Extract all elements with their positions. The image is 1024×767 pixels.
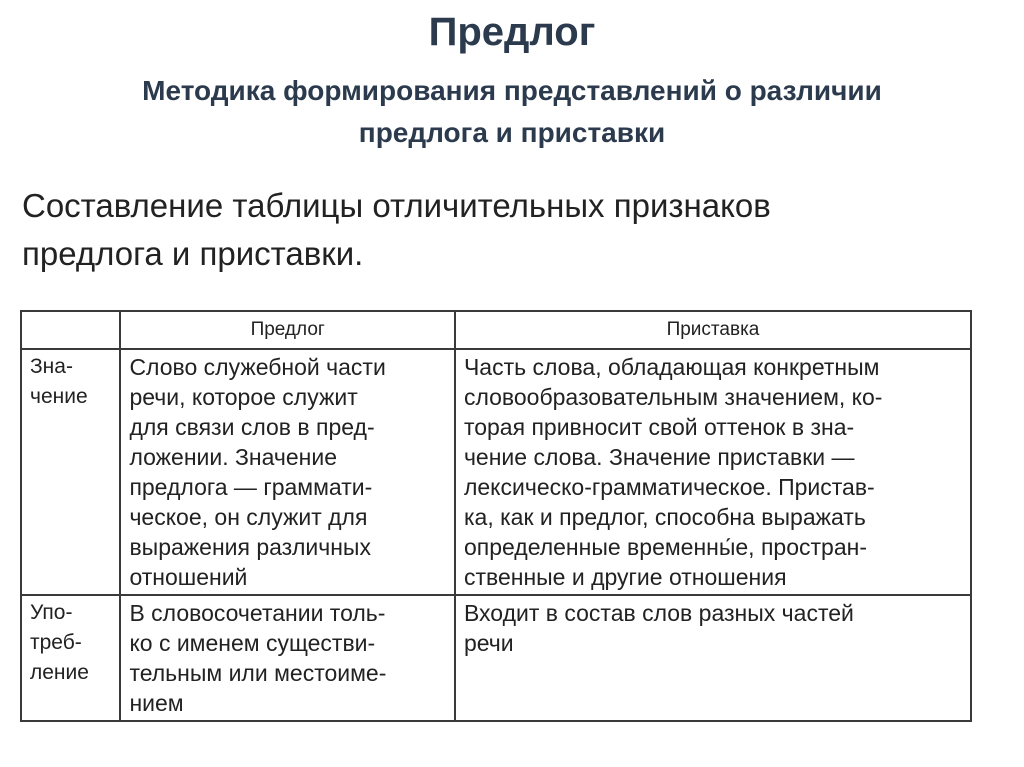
table-row (21, 595, 971, 721)
cell-line: предлога — граммати- (129, 474, 373, 500)
subtitle-line: предлога и приставки (358, 117, 666, 148)
cell-line: ко с именем существи- (129, 630, 376, 656)
cell-line: определенные временны́е, простран- (463, 534, 867, 560)
cell-line: торая привносит свой оттенок в зна- (463, 414, 855, 440)
cell-line: речи (463, 630, 514, 656)
cell-line: треб- (30, 631, 82, 654)
cell-line: В словосочетании толь- (129, 600, 386, 626)
cell-preposition-meaning (120, 349, 455, 595)
cell-line: нием (129, 690, 184, 716)
cell-line: чение (30, 385, 88, 408)
header-prefix: Приставка (455, 311, 971, 349)
intro-text (22, 182, 982, 278)
cell-prefix-usage (455, 595, 971, 721)
cell-line: чение слова. Значение приставки — (463, 444, 855, 470)
cell-line: ложении. Значение (129, 444, 337, 470)
cell-prefix-meaning (455, 349, 971, 595)
cell-line: речи, которое служит (129, 384, 358, 410)
cell-line: выражения различных (129, 534, 371, 560)
cell-line: Слово служебной части (129, 354, 386, 380)
cell-line: словообразовательным значением, ко- (463, 384, 883, 410)
cell-line: тельным или местоиме- (129, 660, 387, 686)
cell-line: ческое, он служит для (129, 504, 368, 530)
cell-line: Упо- (30, 601, 73, 624)
cell-line: ка, как и предлог, способна выражать (463, 504, 866, 530)
comparison-table (20, 310, 972, 722)
cell-line: Зна- (30, 355, 73, 378)
cell-line: Часть слова, обладающая конкретным (463, 354, 880, 380)
table-row (21, 349, 971, 595)
cell-line: Входит в состав слов разных частей (463, 600, 854, 626)
subtitle-line: Методика формирования представлений о различии (142, 75, 882, 106)
slide-title: Предлог (428, 10, 596, 54)
intro-line: Составление таблицы отличительных признаков (22, 187, 771, 224)
row-label-usage (21, 595, 120, 721)
cell-line: лексическо-грамматическое. Пристав- (463, 474, 875, 500)
slide-subtitle (0, 70, 1024, 154)
header-empty (21, 311, 120, 349)
cell-line: ственные и другие отношения (463, 564, 787, 590)
cell-line: ление (30, 661, 89, 684)
table-header-row (21, 311, 971, 349)
cell-preposition-usage (120, 595, 455, 721)
header-preposition: Предлог (120, 311, 455, 349)
cell-line: для связи слов в пред- (129, 414, 375, 440)
row-label-meaning (21, 349, 120, 595)
intro-line: предлога и приставки. (22, 235, 364, 272)
cell-line: отношений (129, 564, 248, 590)
